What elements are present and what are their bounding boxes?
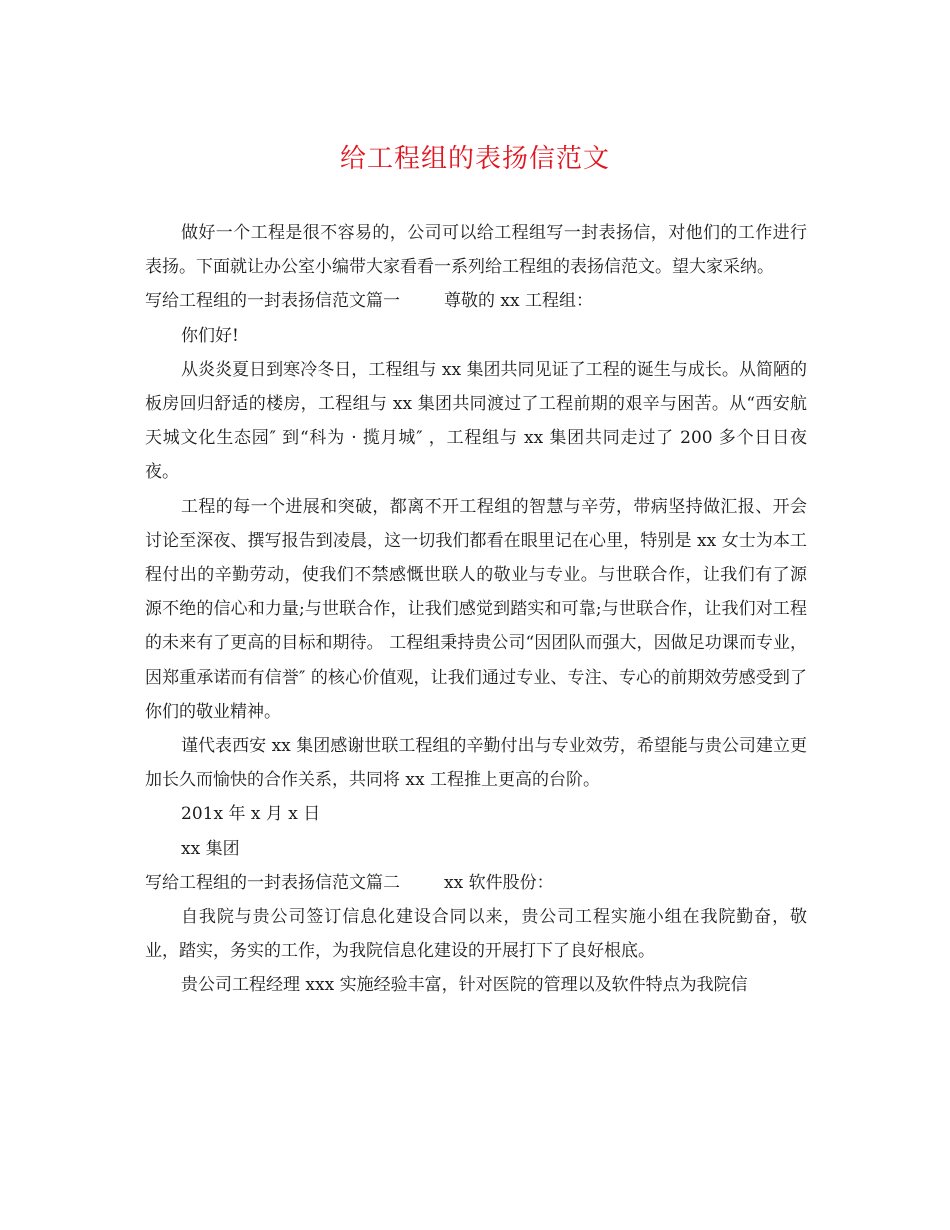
- letter1-signature: xx 集团: [181, 838, 240, 859]
- letter1-paragraph-2: 工程的每一个进展和突破，都离不开工程组的智慧与辛劳，带病坚持做汇报、开会讨论至深夜、撰写报告到凌晨，这一切我们都看在眼里记在心里，特别是 xx 女士为本工程付出的辛勤劳动，使我们不禁感慨世联人的敬业与专业。与世联合作，让我们有了源源不绝的信心和力量;与世联合作，让我们感觉到踏实和可靠;与世联合作，让我们对工程的未来有了更高的目标和期待。 工程组秉持贵公司“因团队而强大，因做足功课而专业，因郑重承诺而有信誉″ 的核心价值观，让我们通过专业、专注、专心的前期效劳感受到了你们的敬业精神。: [145, 496, 807, 722]
- letter2-heading: 写给工程组的一封表扬信范文篇二: [145, 872, 400, 893]
- letter1-salutation: 尊敬的 xx 工程组：: [444, 291, 593, 312]
- letter1-paragraph-3: 谨代表西安 xx 集团感谢世联工程组的辛勤付出与专业效劳，希望能与贵公司建立更加长久而愉快的合作关系，共同将 xx 工程推上更高的台阶。: [145, 736, 807, 791]
- letter2-heading-line: [145, 866, 807, 900]
- letter1-paragraph-1: 从炎炎夏日到寒冷冬日，工程组与 xx 集团共同见证了工程的诞生与成长。从简陋的板房回归舒适的楼房，工程组与 xx 集团共同渡过了工程前期的艰辛与困苦。从“西安航天城文化生态园″ 到“科为 · 揽月城″ ，工程组与 xx 集团共同走过了 200 多个日日夜夜。: [145, 359, 807, 483]
- letter1-date: 201x 年 x 月 x 日: [181, 804, 321, 825]
- letter2-salutation: xx 软件股份：: [444, 872, 554, 893]
- letter2-paragraph-1: 自我院与贵公司签订信息化建设合同以来，贵公司工程实施小组在我院勤奋，敬业，踏实，务实的工作，为我院信息化建设的开展打下了良好根底。: [145, 907, 807, 962]
- letter1-heading: 写给工程组的一封表扬信范文篇一: [145, 291, 400, 312]
- document-body: [145, 216, 807, 1003]
- letter1-greeting: 你们好!: [181, 325, 239, 346]
- letter2-paragraph-2: 贵公司工程经理 xxx 实施经验丰富，针对医院的管理以及软件特点为我院信: [181, 975, 748, 996]
- letter1-heading-line: [145, 284, 807, 318]
- intro-paragraph: 做好一个工程是很不容易的，公司可以给工程组写一封表扬信，对他们的工作进行表扬。下面就让办公室小编带大家看看一系列给工程组的表扬信范文。望大家采纳。: [145, 223, 807, 278]
- document-title: 给工程组的表扬信范文: [339, 144, 610, 174]
